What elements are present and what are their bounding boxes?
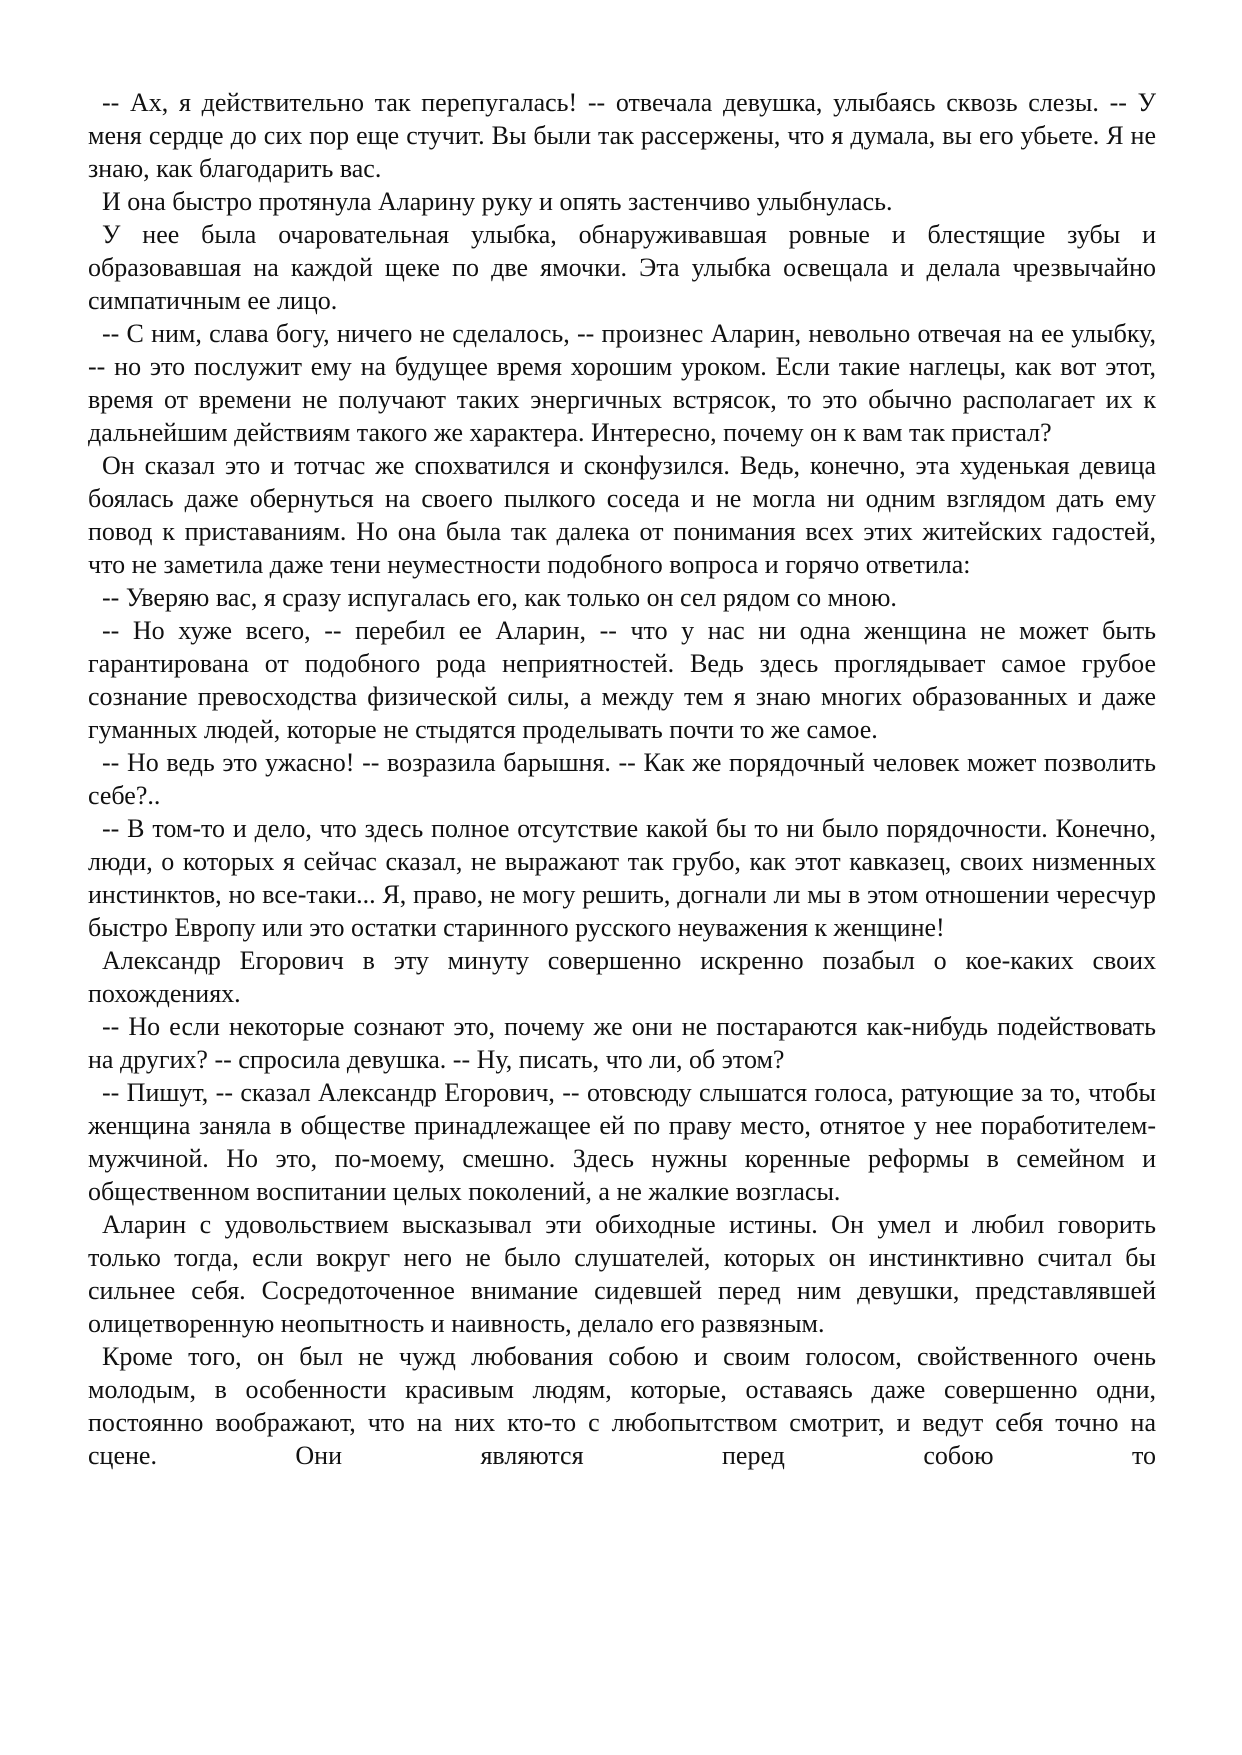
paragraph: У нее была очаровательная улыбка, обнаруживавшая ровные и блестящие зубы и образовавшая на каждой щеке по две ямочки. Эта улыбка освещала и делала чрезвычайно симпатичным ее лицо. (88, 220, 1156, 315)
paragraph: Он сказал это и тотчас же спохватился и сконфузился. Ведь, конечно, эта худенькая девица боялась даже обернуться на своего пылкого соседа и не могла ни одним взглядом дать ему повод к приставаниям. Но она была так далека от понимания всех этих житейских гадостей, что не заметила даже тени неуместности подобного вопроса и горячо ответила: (88, 451, 1156, 579)
paragraph: -- Но если некоторые сознают это, почему же они не постараются как-нибудь подействовать на других? -- спросила девушка. -- Ну, писать, что ли, об этом? (88, 1012, 1156, 1074)
paragraph: Аларин с удовольствием высказывал эти обиходные истины. Он умел и любил говорить только тогда, если вокруг него не было слушателей, которых он инстинктивно считал бы сильнее себя. Сосредоточенное внимание сидевшей перед ним девушки, представлявшей олицетворенную неопытность и наивность, делало его развязным. (88, 1210, 1156, 1338)
paragraph: -- Ах, я действительно так перепугалась! -- отвечала девушка, улыбаясь сквозь слезы. -- У меня сердце до сих пор еще стучит. Вы были так рассержены, что я думала, вы его убьете. Я не знаю, как благодарить вас. (88, 88, 1156, 183)
paragraph: -- В том-то и дело, что здесь полное отсутствие какой бы то ни было порядочности. Конечно, люди, о которых я сейчас сказал, не выражают так грубо, как этот кавказец, своих низменных инстинктов, но все-таки... Я, право, не могу решить, догнали ли мы в этом отношении чересчур быстро Европу или это остатки старинного русского неуважения к женщине! (88, 814, 1156, 942)
paragraph: И она быстро протянула Аларину руку и опять застенчиво улыбнулась. (102, 187, 893, 216)
paragraph-continued: Кроме того, он был не чужд любования собою и своим голосом, свойственного очень молодым, в особенности красивым людям, которые, оставаясь даже совершенно одни, постоянно воображают, что на них кто-то с любопытством смотрит, и ведут себя точно на сцене. Они являются перед собою то (88, 1342, 1156, 1470)
document-page (88, 86, 1156, 1472)
paragraph: -- Пишут, -- сказал Александр Егорович, -- отовсюду слышатся голоса, ратующие за то, чтобы женщина заняла в обществе принадлежащее ей по праву место, отнятое у нее поработителем-мужчиной. Но это, по-моему, смешно. Здесь нужны коренные реформы в семейном и общественном воспитании целых поколений, а не жалкие возгласы. (88, 1078, 1156, 1206)
paragraph: Александр Егорович в эту минуту совершенно искренно позабыл о кое-каких своих похождениях. (88, 946, 1156, 1008)
paragraph: -- Но хуже всего, -- перебил ее Аларин, -- что у нас ни одна женщина не может быть гарантирована от подобного рода неприятностей. Ведь здесь проглядывает самое грубое сознание превосходства физической силы, а между тем я знаю многих образованных и даже гуманных людей, которые не стыдятся проделывать почти то же самое. (88, 616, 1156, 744)
paragraph: -- Уверяю вас, я сразу испугалась его, как только он сел рядом со мною. (102, 583, 897, 612)
paragraph: -- Но ведь это ужасно! -- возразила барышня. -- Как же порядочный человек может позволить себе?.. (88, 748, 1156, 810)
paragraph: -- С ним, слава богу, ничего не сделалось, -- произнес Аларин, невольно отвечая на ее улыбку, -- но это послужит ему на будущее время хорошим уроком. Если такие наглецы, как вот этот, время от времени не получают таких энергичных встрясок, то это обычно располагает их к дальнейшим действиям такого же характера. Интересно, почему он к вам так пристал? (88, 319, 1156, 447)
